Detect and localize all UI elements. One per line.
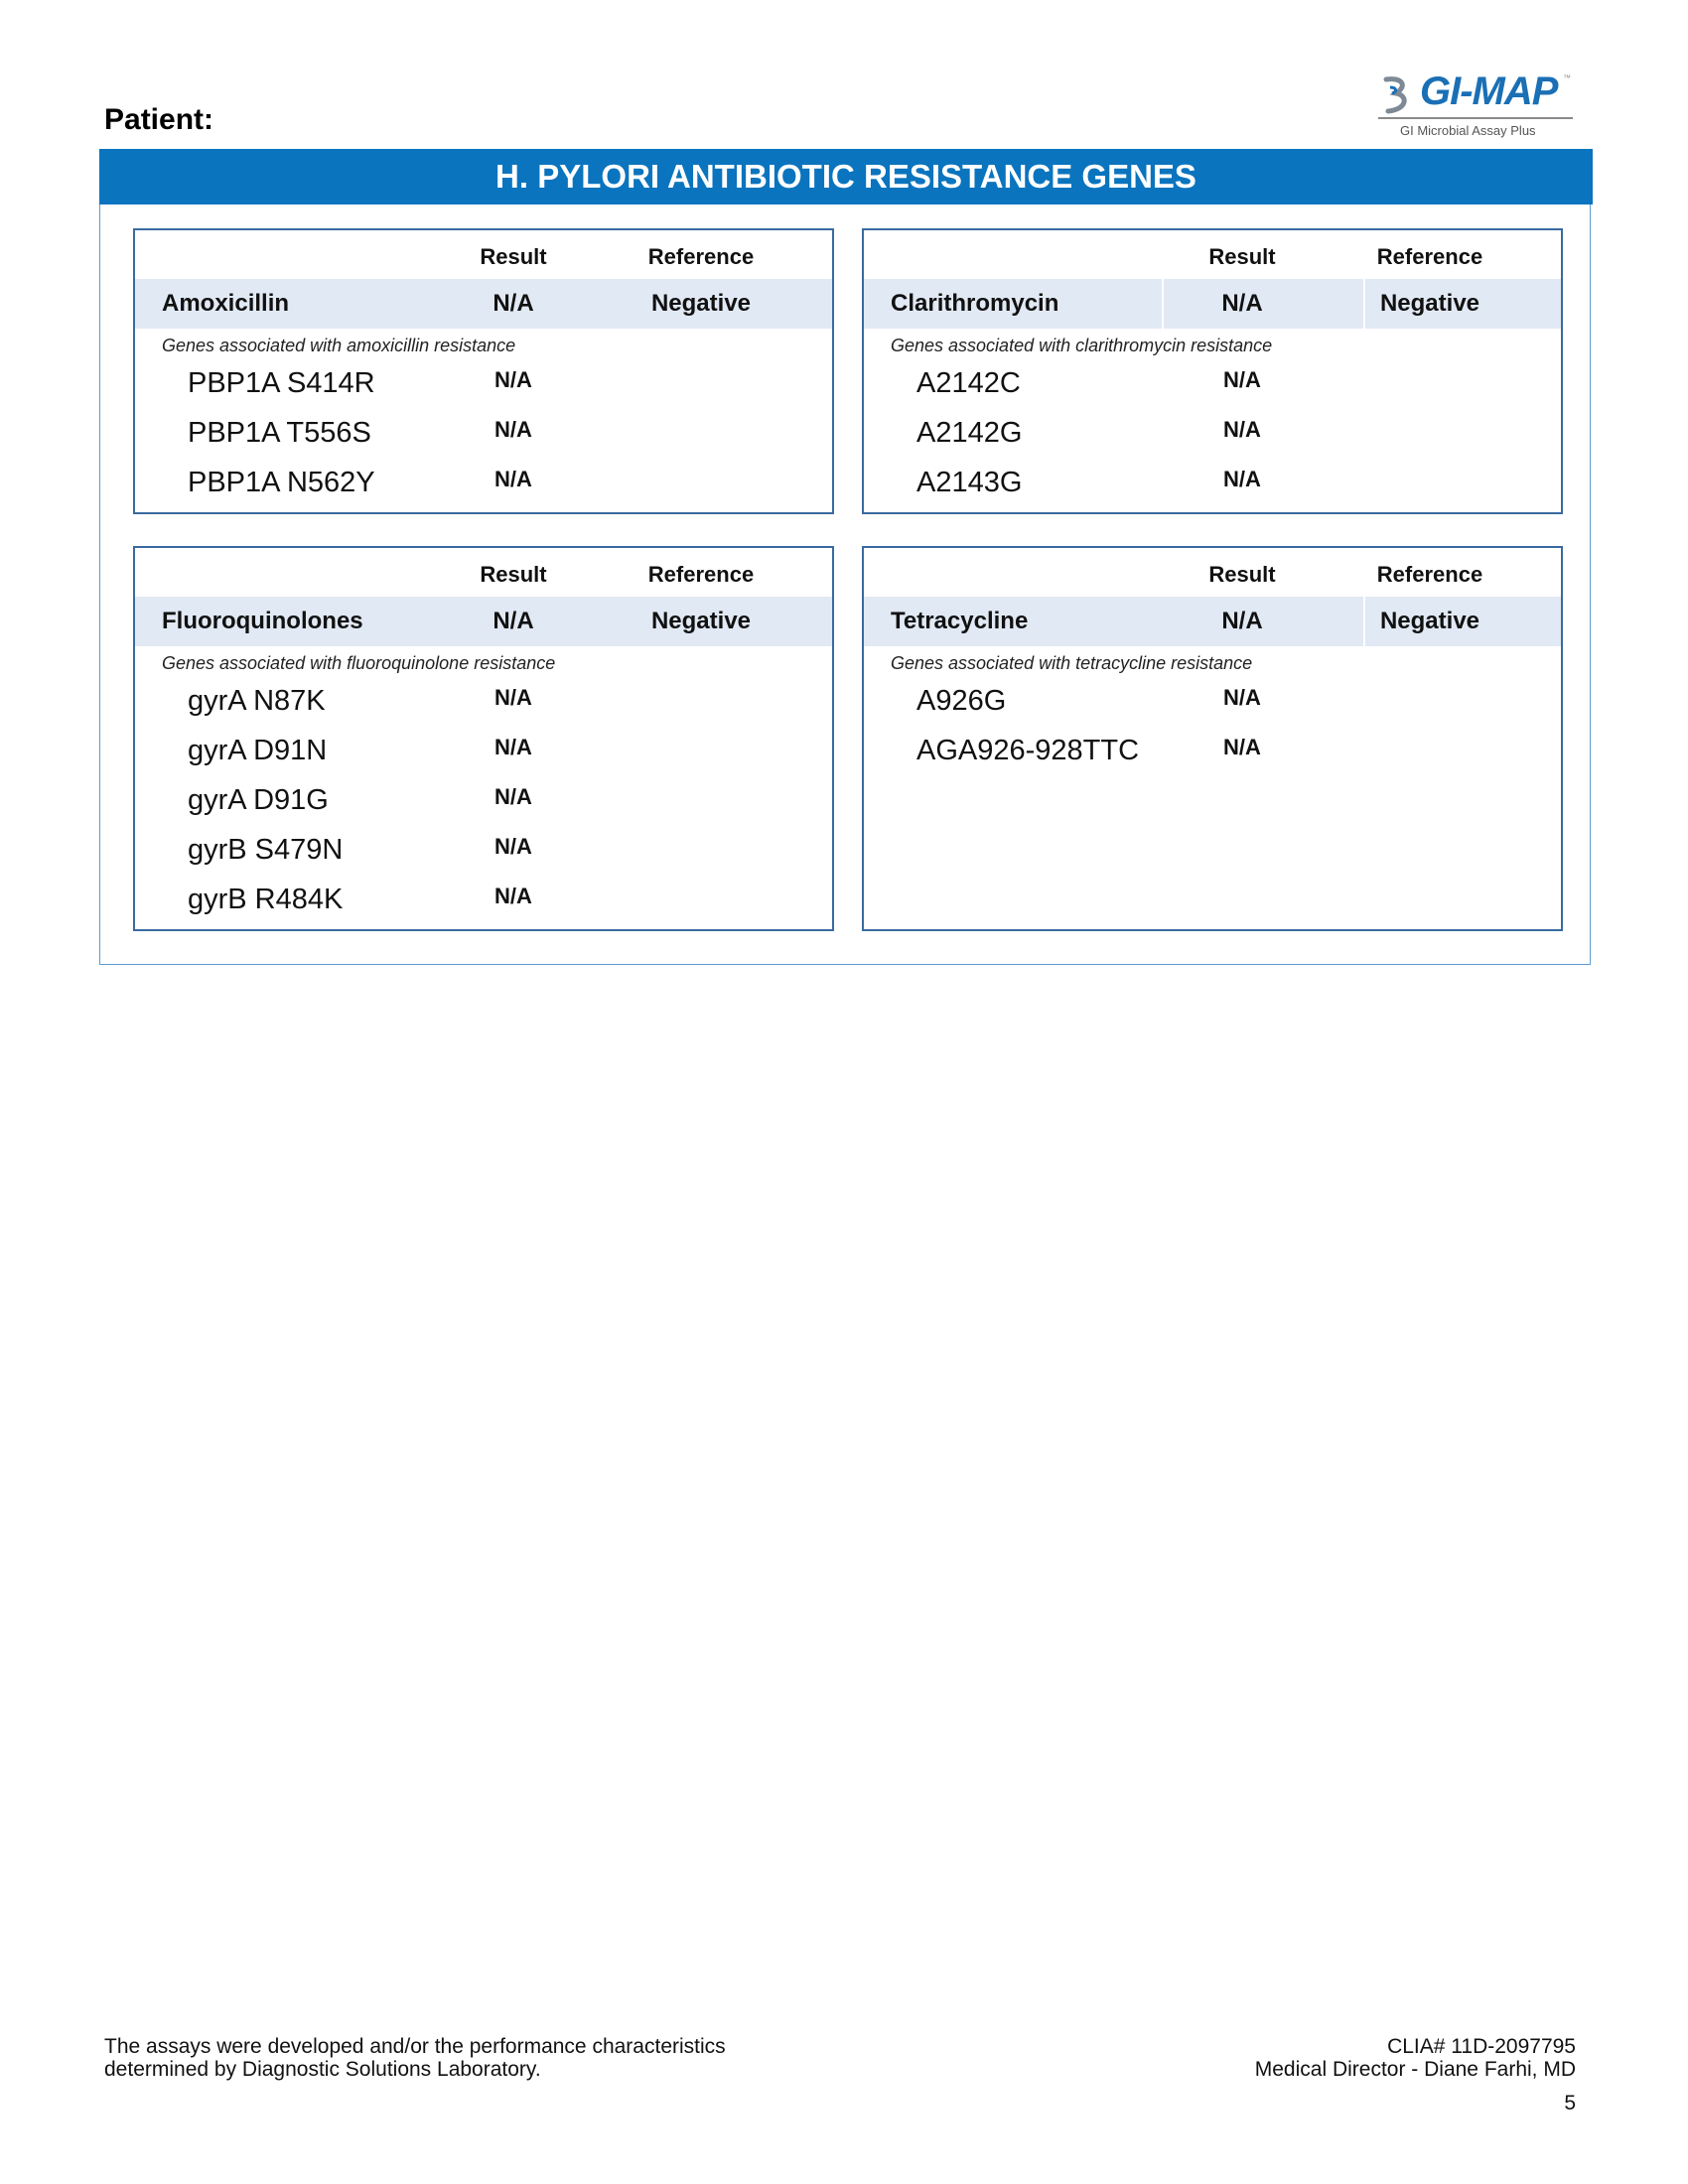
section-title: H. PYLORI ANTIBIOTIC RESISTANCE GENES <box>99 149 1593 205</box>
gene-result: N/A <box>494 834 532 859</box>
panel-header <box>135 548 832 599</box>
panel-header <box>864 230 1561 281</box>
drug-row <box>135 279 832 329</box>
gene-name: A2142G <box>916 417 1023 449</box>
gene-name: PBP1A S414R <box>188 367 375 399</box>
footer-disclaimer-line: The assays were developed and/or the performance characteristics <box>104 2035 726 2058</box>
panel-amoxicillin <box>133 228 834 514</box>
gi-map-logo <box>1378 69 1577 144</box>
drug-name: Clarithromycin <box>891 290 1059 317</box>
gene-result: N/A <box>1223 467 1261 491</box>
drug-name: Fluoroquinolones <box>162 608 363 634</box>
gene-row <box>135 467 832 516</box>
result-column-header: Result <box>1208 244 1276 269</box>
gene-row <box>864 685 1561 735</box>
gene-row <box>135 417 832 467</box>
genes-note: Genes associated with clarithromycin resistance <box>891 336 1273 355</box>
gene-result: N/A <box>494 685 532 710</box>
gene-row <box>864 467 1561 516</box>
drug-name: Tetracycline <box>891 608 1029 634</box>
gene-result: N/A <box>1223 417 1261 442</box>
gene-result: N/A <box>494 735 532 759</box>
gene-name: PBP1A N562Y <box>188 467 375 498</box>
drug-result: N/A <box>492 608 534 634</box>
gene-row <box>135 735 832 784</box>
drug-reference: Negative <box>650 290 752 317</box>
genes-note: Genes associated with amoxicillin resistance <box>162 336 516 355</box>
gene-name: gyrB S479N <box>188 834 344 866</box>
reference-column-header: Reference <box>1376 244 1483 269</box>
gene-name: A2143G <box>916 467 1023 498</box>
genes-note: Genes associated with tetracycline resistance <box>891 653 1253 673</box>
reference-column-header: Reference <box>1376 562 1483 587</box>
reference-column-header: Reference <box>647 244 755 269</box>
logo-wordmark: GI-MAP <box>1420 69 1558 113</box>
gene-result: N/A <box>494 417 532 442</box>
gene-row <box>864 417 1561 467</box>
gene-name: A2142C <box>916 367 1021 399</box>
panel-header <box>135 230 832 281</box>
gene-name: A926G <box>916 685 1007 717</box>
footer-disclaimer-line: determined by Diagnostic Solutions Laboratory. <box>104 2058 541 2081</box>
gene-row <box>864 367 1561 417</box>
panel-tetracycline <box>862 546 1563 931</box>
gene-name: gyrA D91G <box>188 784 329 816</box>
gene-row <box>135 834 832 884</box>
result-column-header: Result <box>480 244 547 269</box>
gene-row <box>135 367 832 417</box>
medical-director: Medical Director - Diane Farhi, MD <box>1254 2058 1576 2081</box>
gene-name: gyrA N87K <box>188 685 326 717</box>
gene-name: PBP1A T556S <box>188 417 371 449</box>
gene-result: N/A <box>494 784 532 809</box>
cell-divider <box>1162 279 1164 329</box>
gene-row <box>135 685 832 735</box>
drug-row <box>864 597 1561 646</box>
page-number: 5 <box>1564 2092 1576 2115</box>
drug-result: N/A <box>1221 290 1263 317</box>
gene-row <box>864 735 1561 784</box>
panel-header <box>864 548 1561 599</box>
logo-trademark: ™ <box>1563 73 1571 82</box>
gene-result: N/A <box>1223 735 1261 759</box>
result-column-header: Result <box>480 562 547 587</box>
gene-result: N/A <box>1223 367 1261 392</box>
drug-reference: Negative <box>1379 608 1480 634</box>
drug-row <box>135 597 832 646</box>
result-column-header: Result <box>1208 562 1276 587</box>
gene-row <box>135 884 832 933</box>
gene-result: N/A <box>1223 685 1261 710</box>
logo-divider <box>1378 117 1573 119</box>
genes-note: Genes associated with fluoroquinolone resistance <box>162 653 556 673</box>
gene-name: gyrB R484K <box>188 884 344 915</box>
panel-fluoroquinolones <box>133 546 834 931</box>
patient-label: Patient: <box>104 103 214 136</box>
gene-result: N/A <box>494 467 532 491</box>
gene-name: gyrA D91N <box>188 735 328 766</box>
footer-disclaimer <box>104 2035 726 2081</box>
drug-reference: Negative <box>650 608 752 634</box>
drug-result: N/A <box>1221 608 1263 634</box>
footer-lab-info <box>1255 2035 1576 2081</box>
drug-result: N/A <box>492 290 534 317</box>
logo-mark-icon <box>1380 75 1414 115</box>
panel-clarithromycin <box>862 228 1563 514</box>
drug-reference: Negative <box>1379 290 1480 317</box>
gene-result: N/A <box>494 884 532 908</box>
gene-result: N/A <box>494 367 532 392</box>
drug-name: Amoxicillin <box>162 290 290 317</box>
clia-number: CLIA# 11D-2097795 <box>1387 2035 1576 2058</box>
drug-row <box>864 279 1561 329</box>
gene-row <box>135 784 832 834</box>
reference-column-header: Reference <box>647 562 755 587</box>
gene-name: AGA926-928TTC <box>916 735 1140 766</box>
logo-subtitle: GI Microbial Assay Plus <box>1400 123 1536 138</box>
